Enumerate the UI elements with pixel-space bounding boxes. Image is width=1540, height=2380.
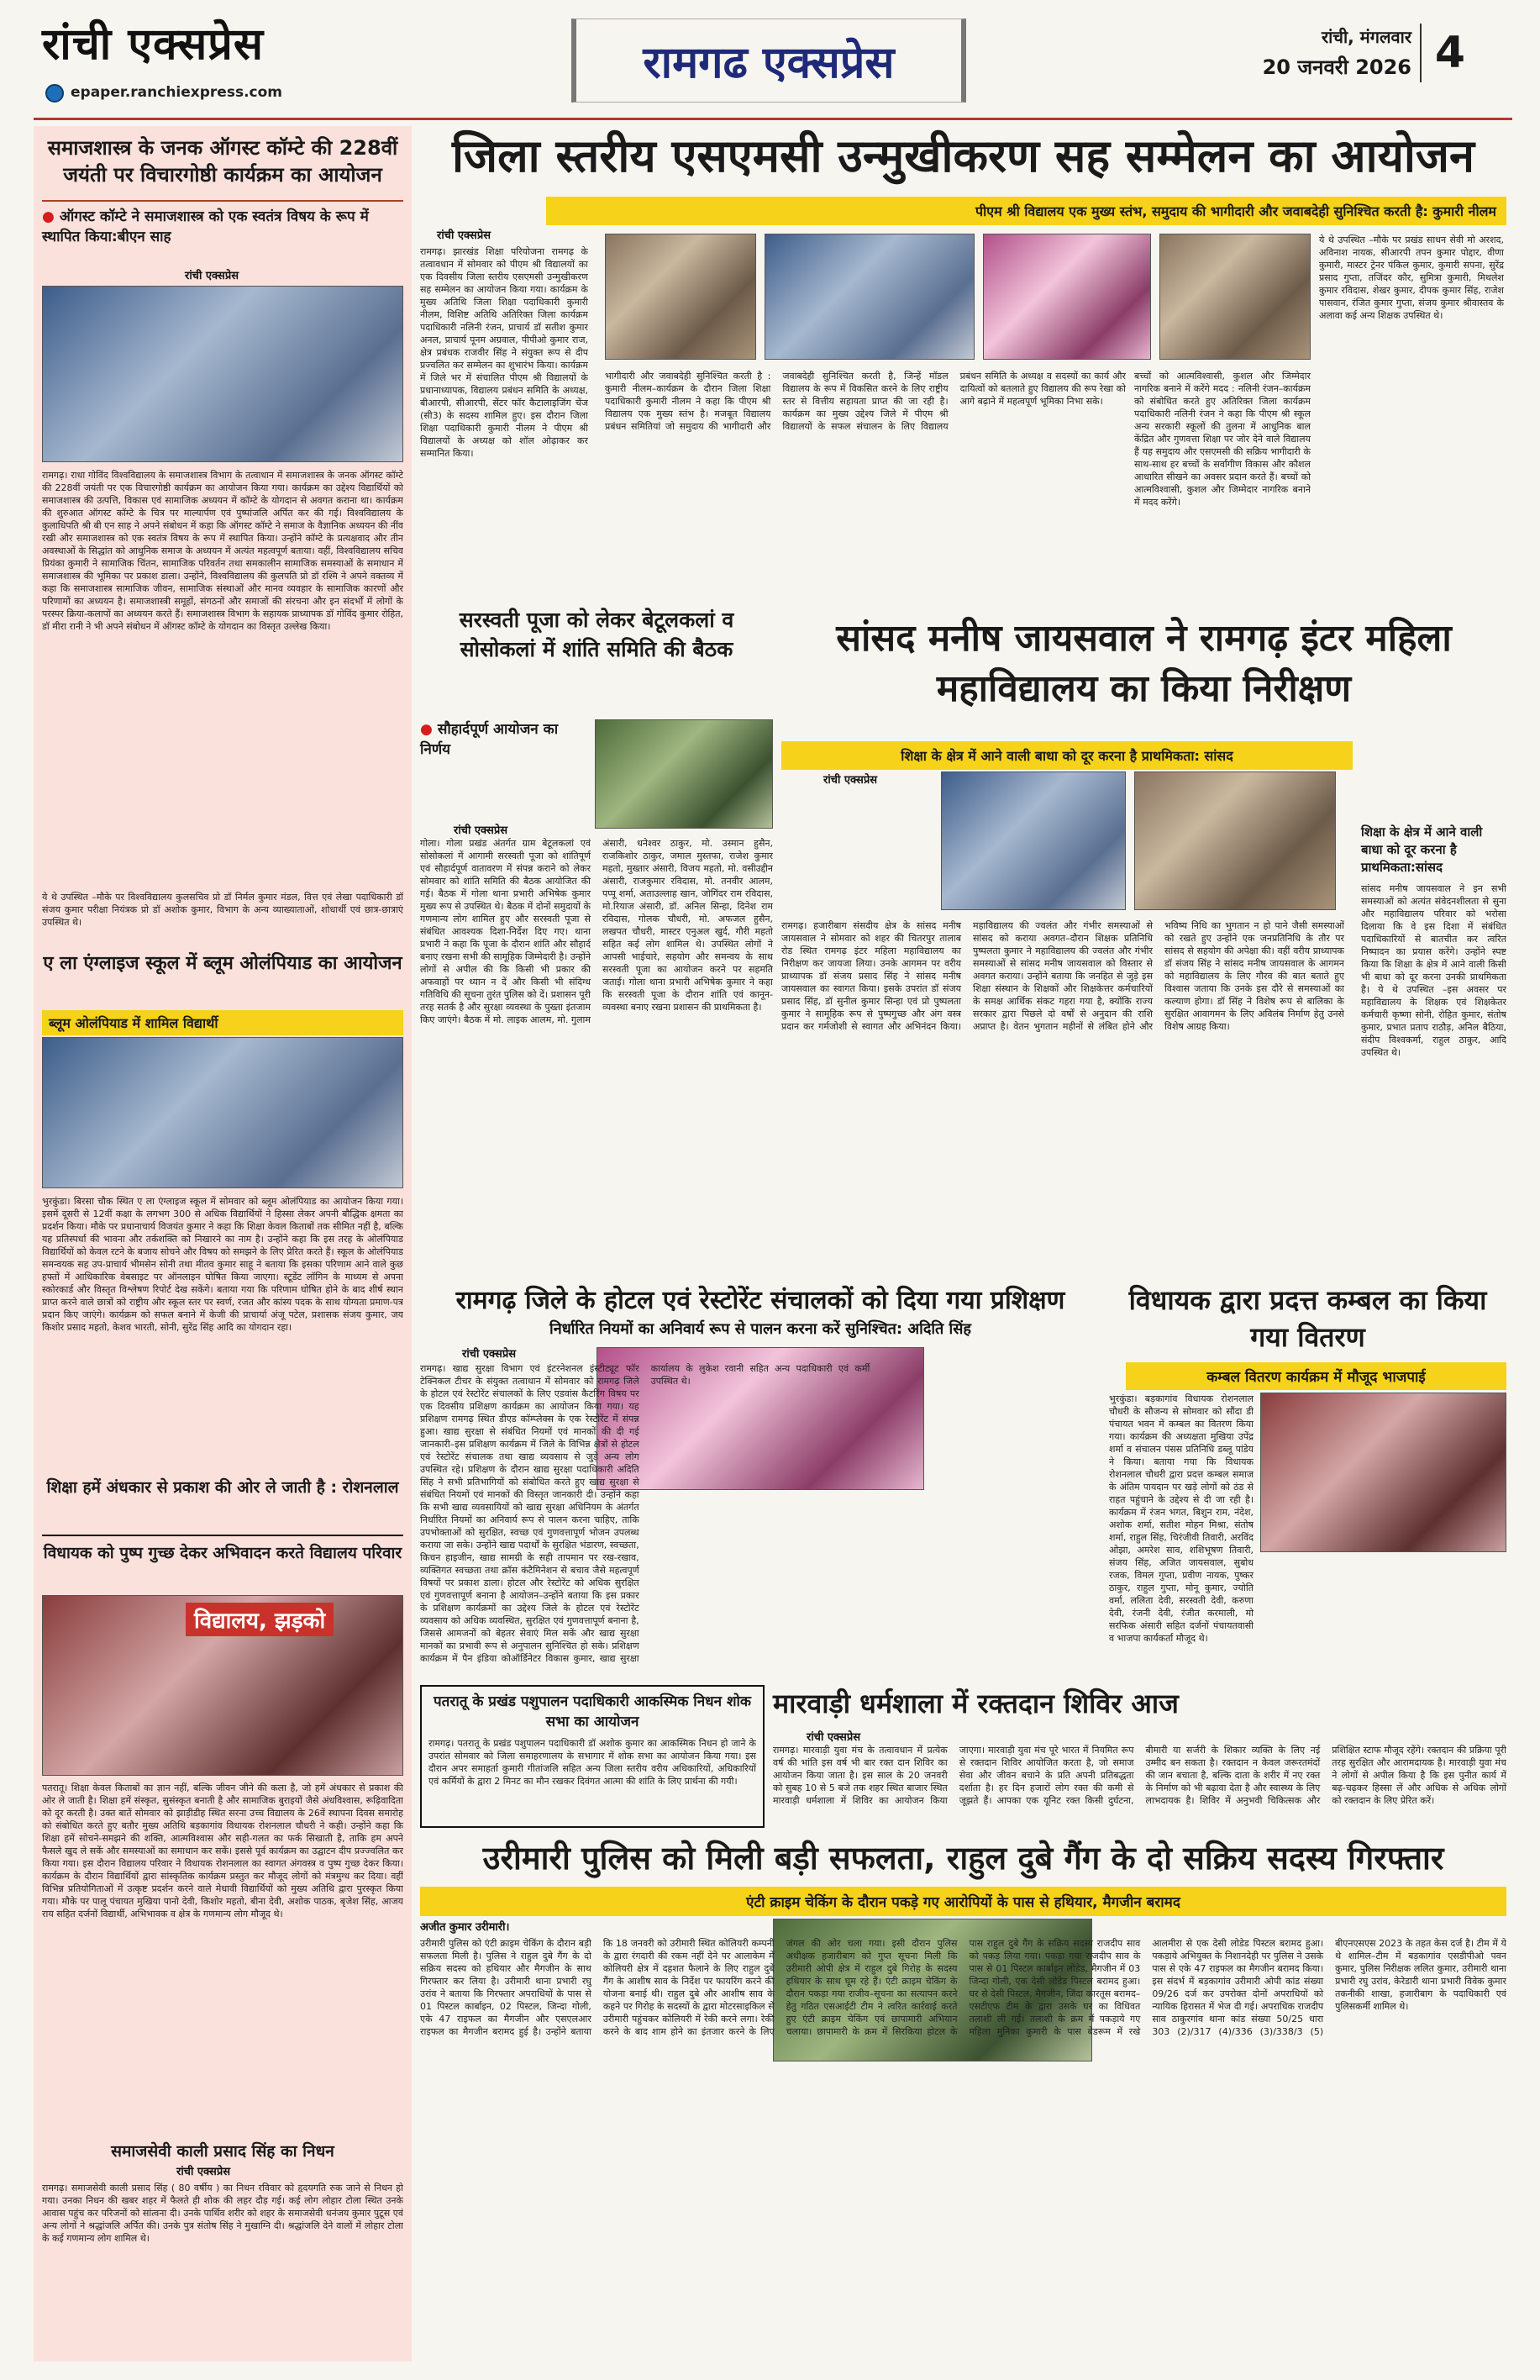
story2-body: भुरकुंडा। बिरसा चौक स्थित ए ला एंग्लाइज स्कूल में सोमवार को ब्लूम ओलंपियाड का आयोजन किया गया। इसमें दूसरी से 12वीं कक्षा के लगभग 300 से अधिक विद्यार्थियों ने हिस्सा लेकर अपनी बौद्धिक क्षमता का प्रदर्शन किया। मौके पर प्रधानाचार्य विजयंत कुमार ने कहा कि शिक्षा केवल किताबों तक सीमित नहीं है, बल्कि यह प्रतिस्पर्धा की भावना और तर्कशक्ति को निखारने का नाम है। उन्होंने कहा कि इस तरह के ओलंपियाड विद्यार्थियों को केवल रटने के बजाय सोचने और विषय को समझने के लिए प्रेरित करते हैं। स्कूल के ओलंपियाड समन्वयक सह उप-प्राचार्य भीमसेन सोनी तथा मीतव कुमार साहू ने बताया कि इसका परिणाम आने वाले कुछ हफ्तों में आधिकारिक वेबसाइट पर ऑनलाइन घोषित किया जाएगा। स्टूडेंट लॉगिन के माध्यम से अपना स्कोरकार्ड और विस्तृत विश्लेषण रिपोर्ट देख सकेंगे। बताया गया कि परिणाम घोषित होने के बाद शीर्ष स्थान प्राप्त करने वाले छात्रों को राष्ट्रीय और स्कूल स्तर पर स्वर्ण, रजत और कांस्य पदक के साथ योग्यता प्रमाण-पत्र प्रदान किए जाएंगे। कार्यक्रम को सफल बनाने में केजी की प्राचार्या अंजू पटेल, प्रशासक संजय कुमार, जय किशोर प्रसाद महतो, केशव भारती, सोनी, सुरेंद्र सिंह आदि का योगदान रहा। [42,1196,403,1333]
mp-photo-1 [941,771,1126,910]
masthead [0,0,1540,124]
mp-right-head: शिक्षा के क्षेत्र में आने वाली बाधा को दूर करना है प्राथमिकता:सांसद [1361,824,1483,875]
masthead-logo [42,18,361,79]
mp-subhead: शिक्षा के क्षेत्र में आने वाली बाधा को दूर करना है प्राथमिकता: सांसद [781,741,1353,770]
main-body-left: रामगढ़। झारखंड शिक्षा परियोजना रामगढ़ के तत्वावधान में सोमवार को पीएम श्री विद्यालयों का एक दिवसीय जिला स्तरीय एसएमसी उन्मुखीकरण सह सम्मेलन का आयोजन किया गया। कार्यक्रम के मुख्य अतिथि जिला शिक्षा पदाधिकारी कुमारी नीलम, विशिष्ट अतिथि अतिरिक्त जिला कार्यक्रम पदाधिकारी नलिनी रंजन, प्राचार्य डॉ सतीश कुमार अनल, प्राचार्य पूनम अग्रवाल, पीपीओ कुमार राज, क्षेत्र प्रबंधक राजवीर सिंह ने संयुक्त रूप से दीप प्रज्वलित कर सम्मेलन का शुभारंभ किया। कार्यक्रम में जिले भर में संचालित पीएम श्री विद्यालयों के प्रधानाध्यापक, विद्यालय प्रबंधन समिति के अध्यक्ष, बीआरपी, सीआरपी, सेंटर फॉर कैटालाइजिंग चेंज (सी3) के सदस्य शामिल हुए। इस दौरान जिला शिक्षा पदाधिकारी कुमारी नीलम ने पीएम श्री विद्यालयों के अध्यक्ष को शॉल ओढ़ाकर कर सम्मानित किया। [420,246,588,459]
hotel-headline: रामगढ़ जिले के होटल एवं रेस्टोरेंट संचालकों को दिया गया प्रशिक्षण [455,1286,1065,1315]
city-day: रांची, मंगलवार [1321,27,1411,47]
blanket-headline: विधायक द्वारा प्रदत्त कम्बल का किया गया वितरण [1128,1284,1487,1353]
hotel-body: रामगढ़। खाद्य सुरक्षा विभाग एवं इंटरनेशनल इंस्टीट्यूट फॉर टेक्निकल टीचर के संयुक्त तत्वाधान में सोमवार को रामगढ़ जिले के होटल एवं रेस्टोरेंट संचालकों के लिए एडवांस कैटरिंग विषय पर एक दिवसीय प्रशिक्षण कार्यक्रम का आयोजन किया गया। यह प्रशिक्षण रामगढ़ स्थित डीएड कॉम्प्लेक्स के एक रेस्टोरेंट में संपन्न हुआ। खाद्य सुरक्षा से संबंधित नियमों एवं मानकों की दी गई जानकारी–इस प्रशिक्षण कार्यक्रम में जिले के विभिन्न क्षेत्रों से होटल एवं रेस्टोरेंट संचालक तथा खाद्य व्यवसाय से जुड़े अन्य लोग उपस्थित रहे। प्रशिक्षण के दौरान खाद्य सुरक्षा पदाधिकारी अदिति सिंह ने सभी प्रतिभागियों को संबोधित करते हुए खाद्य सुरक्षा से संबंधित नियमों एवं मानकों की विस्तृत जानकारी दी। उन्होंने कहा कि सभी खाद्य व्यवसायियों को खाद्य सुरक्षा अधिनियम के अंतर्गत निर्धारित नियमों का अनिवार्य रूप से पालन करना चाहिए, ताकि उपभोक्ताओं को सुरक्षित, स्वच्छ एवं गुणवत्तापूर्ण भोजन उपलब्ध कराया जा सके। उन्होंने खाद्य पदार्थों के सुरक्षित भंडारण, स्वच्छता, किचन हाइजीन, खाद्य सामग्री के सही तापमान पर रख-रखाव, व्यक्तिगत स्वच्छता तथा क्रॉस कंटैमिनेशन से बचाव जैसे महत्वपूर्ण विषयों पर प्रकाश डाला। होटल और रेस्टोरेंट को अधिक सुरक्षित एवं गुणवत्तापूर्ण बनाना है आयोजन–उन्होंने बताया कि इस प्रकार के प्रशिक्षण कार्यक्रमों का उद्देश्य जिले के होटल एवं रेस्टोरेंट व्यवसाय को अधिक व्यवस्थित, सुरक्षित एवं गुणवत्तापूर्ण बनाना है, जिससे आमजनों को बेहतर सेवाएं मिल सकें और खाद्य सुरक्षा मानकों का प्रभावी रूप से अनुपालन सुनिश्चित हो सके। प्रशिक्षण कार्यक्रम में पैन इंडिया कोऑर्डिनेटर विकास कुमार, खाद्य सुरक्षा कार्यालय के लुकेश रवानी सहित अन्य पदाधिकारी एवं कर्मी उपस्थित थे। [420,1363,870,1664]
story2-photo [42,1037,403,1188]
saraswati-subhead: ● सौहार्दपूर्ण आयोजन का निर्णय [420,719,588,760]
main-photo-4 [1159,234,1311,360]
story1-body2: ये थे उपस्थित –मौके पर विश्वविद्यालय कुलसचिव प्रो डॉ निर्मल कुमार मंडल, वित्त एवं लेखा पदाधिकारी डॉ संजय कुमार परीक्षा नियंत्रक प्रो डॉ अशोक कुमार, विभाग के अन्य व्याख्याताओं, शोधार्थी एवं छात्र-छात्राएं उपस्थित थे। [42,892,403,928]
saraswati-story [420,605,773,1273]
mp-byline: रांची एक्सप्रेस [823,774,878,787]
story4-headline: समाजसेवी काली प्रसाद सिंह का निधन [111,2142,334,2161]
story3-headline: विधायक को पुष्प गुच्छ देकर अभिवादन करते विद्यालय परिवार [42,1535,403,1565]
saraswati-byline: रांची एक्सप्रेस [454,824,508,837]
main-body-mid: भागीदारी और जवाबदेही सुनिश्चित करती है : कुमारी नीलम–कार्यक्रम के दौरान जिला शिक्षा पदाधिकारी कुमारी नीलम ने कहा कि पीएम श्री विद्यालय एक मुख्य स्तंभ है। मजबूत विद्यालय प्रबंधन समितियां जो समुदाय की भागीदारी और जवाबदेही सुनिश्चित करती है, जिन्हें मॉडल विद्यालय के रूप में विकसित करने के लिए राष्ट्रीय स्तर से वित्तीय सहायता प्राप्त की जा रही है। कार्यक्रम का मुख्य उद्देश्य जिले में पीएम श्री विद्यालयों के सफल संचालन के लिए विद्यालय प्रबंधन समिति के अध्यक्ष व सदस्यों का कार्य और दायित्वों को बतलाते हुए विद्यालय की रूप रेखा को आगे बढ़ाने में महत्वपूर्ण भूमिका निभा सके। [605,371,1126,432]
story1-byline: रांची एक्सप्रेस [185,270,239,282]
blanket-photo [1260,1393,1506,1552]
main-body-right-b: ये थे उपस्थित –मौके पर प्रखंड साधन सेवी मो अरशद, अविनाश नायक, सीआरपी तपन कुमार पोद्दार, वीणा कुमारी, मास्टर ट्रेनर पंकिल कुमार, कुमारी सपना, सुरेंद्र प्रसाद गुप्ता, तजिंदर कौर, सुमित्रा कुमारी, मिथलेश कुमार रविदास, शेखर कुमार, दीपक कुमार सिंह, राजेश पासवान, रंजित कुमार गुप्ता, संजय कुमार श्रीवास्तव के अलावा कई अन्य शिक्षक उपस्थित थे। [1319,234,1504,321]
blood-body: रामगढ़। मारवाड़ी युवा मंच के तत्वावधान में प्रत्येक वर्ष की भांति इस वर्ष भी बार रक्त दान शिविर का आयोजन किया जाता है। इस साल के 20 जनवरी को सुबह 10 से 5 बजे तक शहर स्थित बाजार स्थित मारवाड़ी धर्मशाला में शिविर का आयोजन किया जाएगा। मारवाड़ी युवा मंच पूरे भारत में नियमित रूप से रक्तदान शिविर आयोजित करता है, जो समाज सेवा और जीवन बचाने के प्रति अपनी प्रतिबद्धता दर्शाता है। हर दिन हजारों लोग रक्त की कमी से जूझते हैं। आपका एक यूनिट रक्त किसी दुर्घटना, बीमारी या सर्जरी के शिकार व्यक्ति के लिए नई उम्मीद बन सकता है। रक्तदान न केवल जरूरतमंदों की जान बचाता है, बल्कि दाता के शरीर में नए रक्त के निर्माण को भी बढ़ावा देता है और स्वास्थ्य के लिए लाभदायक है। शिविर में अनुभवी चिकित्सक और प्रशिक्षित स्टाफ मौजूद रहेंगे। रक्तदान की प्रक्रिया पूरी तरह सुरक्षित और आरामदायक है। मारवाड़ी युवा मंच ने लोगों से अपील किया है कि इस पुनीत कार्य में बढ़-चढ़कर हिस्सा लें और अधिक से अधिक लोगों को रक्तदान के लिए प्रेरित करें। [773,1745,1506,1806]
hotel-subhead: निर्धारित नियमों का अनिवार्य रूप से पालन करना करें सुनिश्चित: अदिति सिंह [549,1320,971,1338]
epaper-url[interactable]: epaper.ranchiexpress.com [71,84,282,101]
hotel-byline: रांची एक्सप्रेस [462,1348,517,1361]
story1-body: रामगढ़। राधा गोविंद विश्वविद्यालय के समाजशास्त्र विभाग के तत्वाधान में समाजशास्त्र के जनक ऑगस्ट कॉम्टे की 228वीं जयंती पर एक विचारगोष्ठी कार्यक्रम का आयोजन किया गया। कार्यक्रम का उद्देश्य विद्यार्थियों को समाजशास्त्र की उत्पत्ति, विकास एवं सामाजिक अध्ययन में कॉम्टे के योगदान से अवगत कराना था। कार्यक्रम की शुरुआत ऑगस्ट कॉम्टे के चित्र पर माल्यार्पण एवं पुष्पांजलि अर्पित कर की गई। विश्वविद्यालय के कुलाधिपति श्री बी एन साह ने अपने संबोधन में कहा कि ऑगस्ट कॉम्टे ने समाज के वैज्ञानिक अध्ययन की नींव रखी और समाजशास्त्र को एक स्वतंत्र विषय के रूप में स्थापित किया। उन्होंने कॉम्टे के प्रत्यक्षवाद और तीन अवस्थाओं के सिद्धांत को आधुनिक समाज के अध्ययन में अत्यंत महत्वपूर्ण बताया। वहीं, विश्वविद्यालय सचिव प्रियंका कुमारी ने सामाजिक चिंतन, सामाजिक परिवर्तन तथा समकालीन सामाजिक समस्याओं के समाधान में समाजशास्त्र की भूमिका पर प्रकाश डाला। उन्होंने, विश्वविद्यालय की कुलपति प्रो डॉ रश्मि ने अपने वक्तव्य में कहा कि समाजशास्त्र सामाजिक जीवन, सामाजिक संस्थाओं और मानव व्यवहार के सामाजिक कारणों और परिणामों का अध्ययन है। समाजशास्त्री समूहों, संगठनों और समाजों की संरचना और इन संदर्भों में लोगों के परस्पर क्रिया-कलापों का अध्ययन करते हैं। समाजशास्त्र विभाग के सहायक प्राध्यापक डॉ गोविंद कुमार रोहित, डॉ मीरा रानी ने भी अपने संबोधन में ऑगस्ट कॉम्टे के योगदान का विस्तृत उल्लेख किया। [42,470,403,632]
condolence-story [420,1685,765,1828]
blood-headline: मारवाड़ी धर्मशाला में रक्तदान शिविर आज [773,1688,1179,1719]
police-headline: उरीमारी पुलिस को मिली बड़ी सफलता, राहुल दुबे गैंग के दो सक्रिय सदस्य गिरफ्तार [482,1840,1444,1877]
mp-headline: सांसद मनीष जायसवाल ने रामगढ़ इंटर महिला महाविद्यालय का किया निरीक्षण [836,617,1452,710]
story1-subhead: ● ऑगस्ट कॉम्टे ने समाजशास्त्र को एक स्वतंत्र विषय के रूप में स्थापित किया:बीएन साह [42,207,403,247]
blanket-body: भुरकुंडा। बड़कागांव विधायक रोशनलाल चौधरी के सौजन्य से सोमवार को सौंदा डी पंचायत भवन में कम्बल का वितरण किया गया। कार्यक्रम की अध्यक्षता मुखिया उपेंद्र शर्मा व संचालन पंसस प्रतिनिधि डब्लू पांडेय ने किया। बताया गया कि विधायक रोशनलाल चौधरी द्वारा प्रदत्त कम्बल समाज के अंतिम पायदान पर खड़े लोगों को ठंड से राहत पहुंचाने के उद्देश्य से दी जा रही है। कार्यक्रम में रंजन भगत, बिशुन राम, नंदेश, अशोक शर्मा, सतीश मोहन मिश्रा, संतोष शर्मा, राहुल सिंह, चिरंजीवी तिवारी, अरविंद ओझा, अमरेश साव, शशिभूषण तिवारी, संजय सिंह, अजित जायसवाल, सुबोध रजक, विमल गुप्ता, प्रवीण नायक, पुष्कर ठाकुर, राहुल गुप्ता, मोनू कुमार, ज्योति वर्मा, ललिता देवी, सरस्वती देवी, करुणा देवी, रंजनी देवी, रंजीत करमाली, मो सरफिक अंसारी सहित दर्जनों पंचायतवासी व भाजपा कार्यकर्ता मौजूद थे। [1109,1393,1254,1644]
story3-photo [42,1595,403,1776]
blood-byline: रांची एक्सप्रेस [807,1731,861,1744]
page-number: 4 [1420,24,1479,82]
mp-story [781,613,1506,1273]
story3-photo-banner: विद्यालय, झड़को [186,1603,334,1636]
story1-photo [42,286,403,462]
section-title: रामगढ एक्सप्रेस [643,36,895,88]
blanket-story [1109,1282,1506,1677]
main-byline: रांची एक्सप्रेस [437,229,491,242]
blanket-subhead: कम्बल वितरण कार्यक्रम में मौजूद भाजपाई [1126,1362,1506,1390]
mp-right-body: सांसद मनीष जायसवाल ने इन सभी समस्याओं को अत्यंत संवेदनशीलता से सुना और महाविद्यालय परिवार को भरोसा दिलाया कि वे इस दिशा में संबंधित पदाधिकारियों से बातचीत कर त्वरित निष्पादन का प्रयास करेंगे। उन्होंने स्पष्ट किया कि शिक्षा के क्षेत्र में आने वाली किसी भी बाधा को दूर करना उनकी प्राथमिकता है। ये थे उपस्थित –इस अवसर पर महाविद्यालय के शिक्षक एवं शिक्षकेतर कर्मचारी कृष्णा सोनी, रोहित कुमार, संतोष कुमार, प्रभात प्रताप राठौड़, अनिल बैठिया, संदीप विश्वकर्मा, राहुल ठाकुर, आदि उपस्थित थे। [1361,883,1506,1058]
story2-headline: ए ला एंग्लाइज स्कूल में ब्लूम ओलंपियाड का आयोजन [43,953,402,974]
mp-body-top [781,787,933,913]
saraswati-photo [595,719,773,829]
condolence-body: रामगढ़। पतरातू के प्रखंड पशुपालन पदाधिकारी डॉ अशोक कुमार का आकस्मिक निधन हो जाने के उपरांत सोमवार को जिला समाहरणालय के सभागार में शोक सभा का आयोजन किया गया। इस दौरान अपर समाहर्ता कुमारी गीतांजलि सहित अन्य जिला स्तरीय वरीय अधिकारियों, अधिकारियों एवं कर्मियों के द्वारा 2 मिनट का मौन रखकर दिवंगत आत्मा की शांति के लिए प्रार्थना की गयी। [428,1738,756,1787]
police-byline: अजीत कुमार उरीमारी। [420,1921,510,1934]
left-sidebar [34,126,412,2362]
saraswati-body: गोला। गोला प्रखंड अंतर्गत ग्राम बेटूलकलां एवं सोसोकलां में आगामी सरस्वती पूजा को शांतिपूर्ण एवं सौहार्दपूर्ण वातावरण में संपन्न कराने को लेकर सोमवार को शांति समिति की बैठक आयोजित की गई। बैठक में गोला थाना प्रभारी अभिषेक कुमार मुख्य रूप से उपस्थित थे। बैठक में दोनों समुदायों के गणमान्य लोग शामिल हुए और सरस्वती पूजा से संबंधित आवश्यक दिशा-निर्देश दिए गए। थाना प्रभारी ने कहा कि पूजा के दौरान शांति और सौहार्द बनाए रखना सभी की सामूहिक जिम्मेदारी है। उन्होंने लोगों से अपील की कि किसी भी प्रकार की अफवाहों पर ध्यान न दें और किसी भी संदिग्ध गतिविधि की सूचना तुरंत पुलिस को दें। प्रशासन पूरी तरह सतर्क है और सुरक्षा व्यवस्था के पुख्ता इंतजाम किए जाएंगे। बैठक में मो. लाइक आलम, मो. गुलाम अंसारी, धनेश्वर ठाकुर, मो. उस्मान हुसैन, राजकिशोर ठाकुर, जमाल मुस्तफा, राजेश कुमार महतो, मुख्तार अंसारी, विजय महतो, मो. वसीउद्दीन अंसारी, राजकुमार रविदास, मो. तनवीर आलम, पप्पू शर्मा, अताउल्लाह खान, जोगिंदर राम रविदास, मो.रियाज अंसारी, डॉ. अनिल सिन्हा, दिनेश राम रविदास, गोलक चौधरी, मो. अफजल हुसैन, लखपत चौधरी, मास्टर एनुअल खुर्द, गौरी महतो सहित कई लोग शामिल थे। उपस्थित लोगों ने आपसी भाईचारे, सहयोग और समन्वय के साथ सरस्वती पूजा का आयोजन करने पर सहमति जताई। गोला थाना प्रभारी अभिषेक कुमार ने कहा कि सरस्वती पूजा के दौरान शांति एवं कानून-व्यवस्था बनाए रखना प्रशासन की प्राथमिकता है। [420,838,773,1025]
police-subhead: एंटी क्राइम चेकिंग के दौरान पकड़े गए आरोपियों के पास से हथियार, मैगजीन बरामद [420,1887,1506,1916]
main-photo-2 [765,234,975,360]
main-story [420,126,1506,597]
story4-body: रामगढ़। समाजसेवी काली प्रसाद सिंह ( 80 वर्षीय ) का निधन रविवार को हृदयगति रुक जाने से निधन हो गया। उनका निधन की खबर शहर में फैलते ही शोक की लहर दौड़ गई। कई लोग लोहार टोला स्थित उनके आवास पहुंच कर परिजनों को सांत्वना दी। उनके पार्थिव शरीर को शहर के समाजसेवी धनंजय कुमार पुटूस एवं अन्य लोगों ने श्रद्धांजलि अर्पित की। उनके पुत्र संतोष सिंह ने मुखाग्नि दी। श्रद्धांजलि देने वालों में लोहार टोला के कई गणमान्य लोग शामिल थे। [42,2183,403,2244]
main-photo-1 [605,234,756,360]
dateline [1243,25,1411,81]
story3-body: पतरातू। शिक्षा केवल किताबों का ज्ञान नहीं, बल्कि जीवन जीने की कला है, जो हमें अंधकार से प्रकाश की ओर ले जाती है। शिक्षा हमें संस्कृत, सुसंस्कृत बनाती है और सामाजिक बुराइयों जैसे अंधविश्वास, रूढ़िवादिता को दूर करती है। उक्त बातें सोमवार को झाड़ीडीह स्थित सरना उच्च विद्यालय के 26वें स्थापना दिवस समारोह को संबोधित करते हुए बतौर मुख्य अतिथि बड़कागांव विधायक रोशनलाल चौधरी ने कही। उन्होंने कहा कि शिक्षा हमें सोचने-समझने की शक्ति, आत्मविश्वास और सही-गलत का फर्क सिखाती है, ताकि हम अपने फैसले खुद ले सकें और समस्याओं का समाधान कर सकें। इससे पूर्व कार्यक्रम का उद्घाटन दीप प्रज्ज्वलित कर किया गया। इस दौरान विद्यालय परिवार ने विधायक रोशनलाल का स्वागत अंगवस्त्र व पुष्प गुच्छ देकर किया। कार्यक्रम के दौरान विद्यार्थियों द्वारा सांस्कृतिक कार्यक्रम प्रस्तुत कर मौजूद लोगों को मंत्रमुग्ध कर दिया। वहीं विभिन्न प्रतियोगिताओं में उत्कृष्ट प्रदर्शन करने वाले मेधावी विद्यार्थियों को मुख्य अतिथि द्वारा पुरस्कृत किया गया। मौके पर पालू पंचायत मुखिया पानो देवी, किशोर महतो, बीना देवी, अशोक पाठक, बृजेश सिंह, आजय राय सहित दर्जनों विद्यार्थी, अभिभावक व क्षेत्र के गणमान्य लोग मौजूद थे। [42,1782,403,1919]
story1-rule [42,200,403,202]
story1-headline: समाजशास्त्र के जनक ऑगस्ट कॉम्टे की 228वीं जयंती पर विचारगोष्ठी कार्यक्रम का आयोजन [47,136,398,187]
section-title-box [571,18,966,103]
main-body-right-a: बच्चों को आत्मविश्वासी, कुशल और जिम्मेदार नागरिक बनाने में करेंगे मदद : नलिनी रंजन–कार्यक्रम को संबोधित करते हुए अतिरिक्त जिला कार्यक्रम पदाधिकारी नलिनी रंजन ने कहा कि पीएम श्री स्कूल अन्य सरकारी स्कूलों की तुलना में आधुनिक बाल केंद्रित और गुणवत्ता शिक्षा पर जोर देने वाले विद्यालय हैं यह समुदाय और एसएमसी की सक्रिय भागीदारी के साथ-साथ हर बच्चों के सर्वांगीण विकास और कौशल आधारित सीखने का अवसर प्रदान करते हैं। बच्चों को आत्मविश्वासी, कुशल और जिम्मेदार नागरिक बनाने में मदद करेंगे। [1134,371,1311,508]
main-photo-3 [983,234,1151,360]
logo-text: रांची एक्सप्रेस [42,18,265,70]
mp-photo-2 [1134,771,1336,910]
masthead-rule [34,118,1512,120]
blood-story [773,1685,1506,1828]
globe-icon [45,84,64,103]
story2-tag: ब्लूम ओलंपियाड में शामिल विद्यार्थी [42,1010,403,1035]
mp-body: रामगढ़। हजारीबाग संसदीय क्षेत्र के सांसद मनीष जायसवाल ने सोमवार को शहर की चितरपुर तालाब रोड स्थित रामगढ़ इंटर महिला महाविद्यालय का निरीक्षण कर जायजा लिया। उनके आगमन पर वरीय प्राध्यापक डॉ संजय प्रसाद सिंह ने सांसद मनीष जायसवाल का स्वागत किया। इसके उपरांत डॉ संजय प्रसाद सिंह, डॉ सुनील कुमार सिन्हा एवं प्रो पुष्पलता कुमार ने सामूहिक रूप से पुष्पगुच्छ और अंग वस्त्र प्रदान कर गर्मजोशी से स्वागत और अभिनंदन किया। महाविद्यालय की ज्वलंत और गंभीर समस्याओं से सांसद को कराया अवगत–दौरान शिक्षक प्रतिनिधि पुष्पलता कुमार ने महाविद्यालय की ज्वलंत और गंभीर समस्याओं से सांसद मनीष जायसवाल को विस्तार से अवगत कराया। उन्होंने बताया कि जनहित से जुड़े इस शिक्षा संस्थान के शिक्षकों और शिक्षकेत्तर कर्मचारियों के समक्ष आर्थिक संकट गहरा गया है, क्योंकि राज्य सरकार द्वारा पिछले दो वर्षों से अनुदान की राशि अप्राप्त है। वेतन भुगतान महीनों से लंबित होने और भविष्य निधि का भुगतान न हो पाने जैसी समस्याओं को रखते हुए उन्होंने एक जनप्रतिनिधि के तौर पर सांसद से सहयोग की अपेक्षा की। वहीं वरीय प्राध्यापक डॉ संजय सिंह ने सांसद मनीष जायसवाल के आगमन को महाविद्यालय के लिए गौरव की बात बताते हुए विश्वास जताया कि उनके इस दौरे से समस्याओं का कल्याण होगा। डॉ सिंह ने विशेष रूप से बालिका के सुरक्षित आवागमन के लिए अविलंब निर्माण हेतु उनसे विशेष आग्रह किया। [781,920,1344,1032]
police-story [420,1836,1506,2366]
main-headline: जिला स्तरीय एसएमसी उन्मुखीकरण सह सम्मेलन का आयोजन [452,129,1474,182]
story2-pullquote: शिक्षा हमें अंधकार से प्रकाश की ओर ले जाती है : रोशनलाल [46,1478,399,1497]
main-subhead: पीएम श्री विद्यालय एक मुख्य स्तंभ, समुदाय की भागीदारी और जवाबदेही सुनिश्चित करती है: कुमारी नीलम [546,197,1506,225]
issue-date: 20 जनवरी 2026 [1262,55,1411,79]
police-body: उरीमारी पुलिस को एंटी क्राइम चेकिंग के दौरान बड़ी सफलता मिली है। पुलिस ने राहुल दुबे गैंग के दो सक्रिय सदस्य को हथियार और मैगजीन के साथ गिरफ्तार कर लिया है। उरीमारी थाना प्रभारी रघु उरांव ने बताया कि गिरफ्तार अपराधियों के पास से 01 पिस्टल कार्बाइन, 02 पिस्टल, जिन्दा गोली, एके 47 राइफल का मैगजीन और एसएलआर राइफल का मैगजीन बरामद हुई है। उन्होंने बताया कि 18 जनवरी को उरीमारी स्थित कोलियरी कम्पनी के द्वारा रंगदारी की रकम नहीं देने पर आलाकेम में कोलियरी क्षेत्र में दहशत फैलाने के लिए राहुल दुबे गैंग के आशीष साव के निर्देश पर फायरिंग करने की योजना बनाई थी। राहुल दुबे और आशीष साव के कहने पर गिरोह के सदस्यों के द्वारा मोटरसाइकिल से उरीमारी पहुंचकर कोलियरी में रेकी करने लगा। रेकी करने के बाद शाम होने का इंतजार करने के लिए जंगल की ओर चला गया। इसी दौरान पुलिस अधीक्षक हजारीबाग को गुप्त सूचना मिली कि उरीमारी ओपी क्षेत्र में राहुल दुबे गिरोह के सदस्य हथियार के साथ घूम रहे हैं। एंटी क्राइम चेकिंग के दौरान पकड़ा गया राजीव–सूचना का सत्यापन करने हेतु गठित एसआईटी टीम ने त्वरित कार्रवाई करते हुए एंटी क्राइम चेकिंग एवं छापामारी अभियान चलाया। छापामारी के क्रम में सिरकिया होटल के पास राहुल दुबे गैंग के सक्रिय सदस्य राजदीप साव को पकड़ लिया गया। पकड़ा गया राजदीप साव के पास से 01 पिस्टल कार्बाइन लोडेड, मैगजीन में 03 जिन्दा गोली, एक देसी लोडेड पिस्टल बरामद हुआ। घर से देसी पिस्टल, मैगजीन, जिंदा कारतूस बरामद–एसटीएफ टीम के द्वारा उसके घर का विधिवत तलाशी ली गई। तलाशी के क्रम में पकड़ाये गए महिला मुनिका कुमारी के पास बेडरूम में रखे आलमीरा से एक देसी लोडेड पिस्टल बरामद हुआ। पकड़ाये अभियुक्त के निशानदेही पर पुलिस ने उसके पास से एके 47 राइफल का मैगजीन बरामद किया। इस संदर्भ में बड़कागांव उरीमारी ओपी कांड संख्या 09/26 दर्ज कर उपरोक्त दोनों अपराधियों को न्यायिक हिरासत में भेज दी गई। अपराधिक राजदीप साव ठाकुरगांव थाना कांड संख्या 50/25 धारा 303 (2)/317 (4)/336 (3)/338/3 (5) बीएनएसएस 2023 के तहत केस दर्ज है। टीम में ये थे शामिल–टीम में बड़कागांव एसडीपीओ पवन कुमार, पुलिस निरीक्षक ललित कुमार, उरीमारी थाना प्रभारी रघु उरांव, केरेडारी थाना प्रभारी विवेक कुमार तकनीकी शाखा, हजारीबाग के पदाधिकारी एवं पुलिसकर्मी शामिल थे। [420,1938,1506,2037]
story4-byline: रांची एक्सप्रेस [176,2166,231,2178]
condolence-headline: पतरातू के प्रखंड पशुपालन पदाधिकारी आकस्मिक निधन शोक सभा का आयोजन [434,1693,751,1730]
saraswati-headline: सरस्वती पूजा को लेकर बेटूलकलां व सोसोकलां में शांति समिति की बैठक [459,608,734,661]
hotel-story [420,1282,1101,1677]
